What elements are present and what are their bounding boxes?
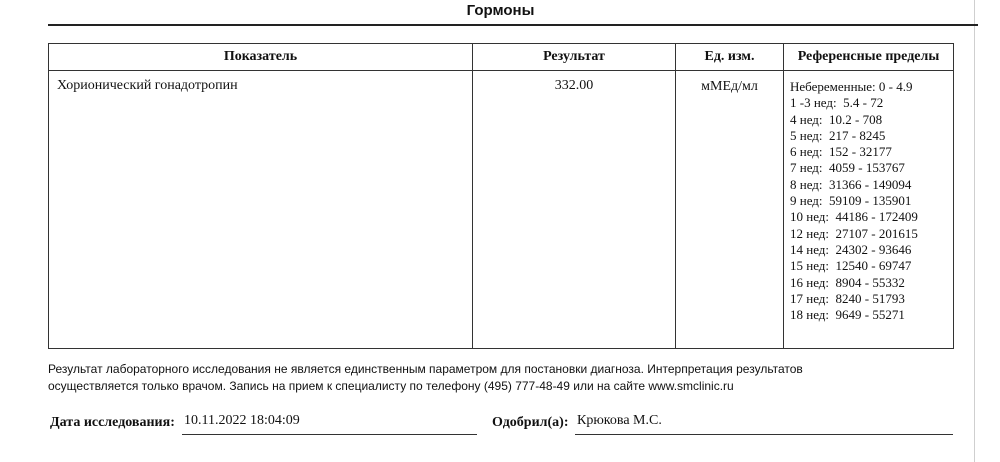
reference-line: 12 нед: 27107 - 201615 <box>790 225 918 241</box>
section-title: Гормоны <box>466 2 535 19</box>
table-row <box>49 71 954 349</box>
header-result: Результат <box>473 44 676 71</box>
date-label: Дата исследования: <box>50 415 175 430</box>
title-divider <box>48 24 978 26</box>
approved-label: Одобрил(а): <box>492 415 569 430</box>
reference-line: Небеременные: 0 - 4.9 <box>790 79 913 94</box>
reference-line: 14 нед: 24302 - 93646 <box>790 241 912 257</box>
reference-line: 15 нед: 12540 - 69747 <box>790 258 912 274</box>
reference-line: 16 нед: 8904 - 55332 <box>790 274 905 290</box>
header-unit: Ед. изм. <box>676 44 784 71</box>
header-indicator: Показатель <box>49 44 473 71</box>
disclaimer-line: осуществляется только врачом. Запись на прием к специалисту по телефону (495) 777-48-49 или на сайте www.smclinic.ru <box>48 379 734 393</box>
results-table <box>48 43 954 349</box>
reference-line: 1 -3 нед: 5.4 - 72 <box>790 95 884 111</box>
disclaimer-text <box>48 361 948 395</box>
reference-ranges <box>784 71 954 349</box>
reference-line: 5 нед: 217 - 8245 <box>790 127 886 143</box>
approved-value: Крюкова М.С. <box>575 413 953 435</box>
result-value: 332.00 <box>473 71 676 349</box>
indicator-name: Хорионический гонадотропин <box>49 71 473 349</box>
reference-line: 7 нед: 4059 - 153767 <box>790 160 905 176</box>
table-header-row <box>49 44 954 71</box>
header-reference: Референсные пределы <box>784 44 954 71</box>
reference-line: 6 нед: 152 - 32177 <box>790 144 892 160</box>
reference-line: 4 нед: 10.2 - 708 <box>790 111 883 127</box>
date-value: 10.11.2022 18:04:09 <box>182 413 477 435</box>
reference-line: 10 нед: 44186 - 172409 <box>790 209 918 225</box>
reference-line: 17 нед: 8240 - 51793 <box>790 290 905 306</box>
reference-line: 18 нед: 9649 - 55271 <box>790 307 905 323</box>
disclaimer-line: Результат лабораторного исследования не является единственным параметром для постановки диагноза. Интерпретация результатов <box>48 362 803 376</box>
reference-line: 8 нед: 31366 - 149094 <box>790 176 912 192</box>
reference-line: 9 нед: 59109 - 135901 <box>790 193 912 209</box>
unit-value: мМЕд/мл <box>676 71 784 349</box>
